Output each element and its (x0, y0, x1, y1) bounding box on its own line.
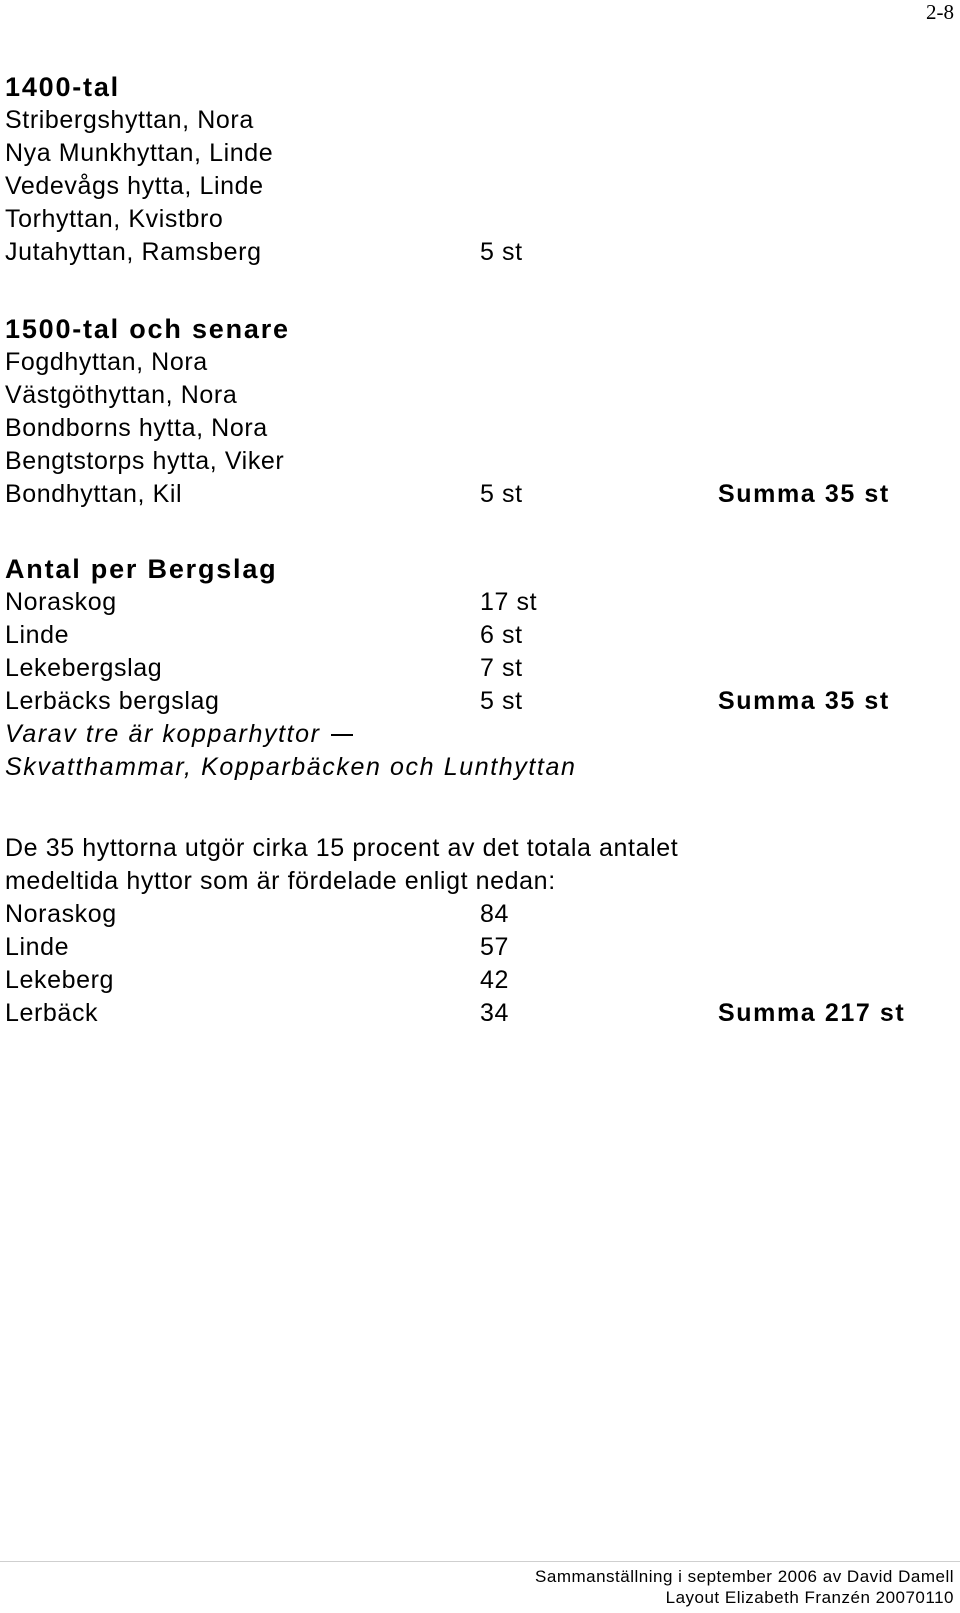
bergslag-name: Noraskog (5, 900, 117, 928)
footer-credits (535, 1566, 954, 1608)
hytta-name: Stribergshyttan, Nora (5, 106, 254, 134)
dash-icon (331, 734, 353, 736)
note-text: Skvatthammar, Kopparbäcken och Lunthyttan (5, 753, 577, 781)
list-item (5, 478, 955, 511)
list-item (5, 445, 955, 478)
bergslag-name: Lekebergslag (5, 654, 163, 682)
bergslag-count: 34 (480, 999, 510, 1027)
bergslag-name: Lekeberg (5, 966, 115, 994)
paragraph-line: medeltida hyttor som är fördelade enligt nedan: (5, 867, 556, 895)
list-item (5, 652, 955, 685)
list-item (5, 586, 955, 619)
hytta-name: Bondborns hytta, Nora (5, 414, 268, 442)
bergslag-count: 84 (480, 900, 510, 928)
hytta-count: 5 st (480, 238, 523, 266)
list-item (5, 619, 955, 652)
bergslag-count: 6 st (480, 621, 523, 649)
list-item (5, 236, 955, 269)
list-item (5, 685, 955, 718)
section-heading-1500: 1500-tal och senare (5, 314, 290, 344)
list-item (5, 379, 955, 412)
sum-label: Summa 35 st (718, 687, 890, 715)
hytta-name: Jutahyttan, Ramsberg (5, 238, 262, 266)
hytta-name: Fogdhyttan, Nora (5, 348, 208, 376)
list-item (5, 203, 955, 236)
footer-line: Layout Elizabeth Franzén 20070110 (665, 1588, 954, 1607)
bergslag-name: Linde (5, 621, 70, 649)
list-item (5, 412, 955, 445)
note-line (5, 718, 955, 751)
bergslag-count: 57 (480, 933, 510, 961)
bergslag-count: 5 st (480, 687, 523, 715)
section-heading-bergslag: Antal per Bergslag (5, 554, 278, 584)
bergslag-count: 7 st (480, 654, 523, 682)
document-body (5, 71, 955, 1030)
page-footer (0, 1561, 960, 1607)
bergslag-name: Lerbäck (5, 999, 99, 1027)
hytta-name: Västgöthyttan, Nora (5, 381, 238, 409)
paragraph-line: De 35 hyttorna utgör cirka 15 procent av det totala antalet (5, 834, 679, 862)
list-item (5, 964, 955, 997)
hytta-count: 5 st (480, 480, 523, 508)
bergslag-name: Linde (5, 933, 70, 961)
sum-label: Summa 35 st (718, 480, 890, 508)
list-item (5, 997, 955, 1030)
hytta-name: Bondhyttan, Kil (5, 480, 183, 508)
list-item (5, 931, 955, 964)
section-heading-1400: 1400-tal (5, 72, 120, 102)
hytta-name: Nya Munkhyttan, Linde (5, 139, 274, 167)
footer-divider (0, 1561, 960, 1562)
list-item (5, 346, 955, 379)
page-number: 2-8 (926, 0, 954, 24)
bergslag-count: 42 (480, 966, 510, 994)
list-item (5, 170, 955, 203)
note-text: Varav tre är kopparhyttor (5, 720, 321, 748)
hytta-name: Vedevågs hytta, Linde (5, 172, 264, 200)
bergslag-count: 17 st (480, 588, 538, 616)
hytta-name: Torhyttan, Kvistbro (5, 205, 224, 233)
hytta-name: Bengtstorps hytta, Viker (5, 447, 285, 475)
footer-line: Sammanställning i september 2006 av David Damell (535, 1567, 954, 1586)
bergslag-name: Lerbäcks bergslag (5, 687, 220, 715)
list-item (5, 137, 955, 170)
note-line (5, 751, 955, 784)
bergslag-name: Noraskog (5, 588, 117, 616)
list-item (5, 104, 955, 137)
sum-label: Summa 217 st (718, 999, 906, 1027)
list-item (5, 898, 955, 931)
